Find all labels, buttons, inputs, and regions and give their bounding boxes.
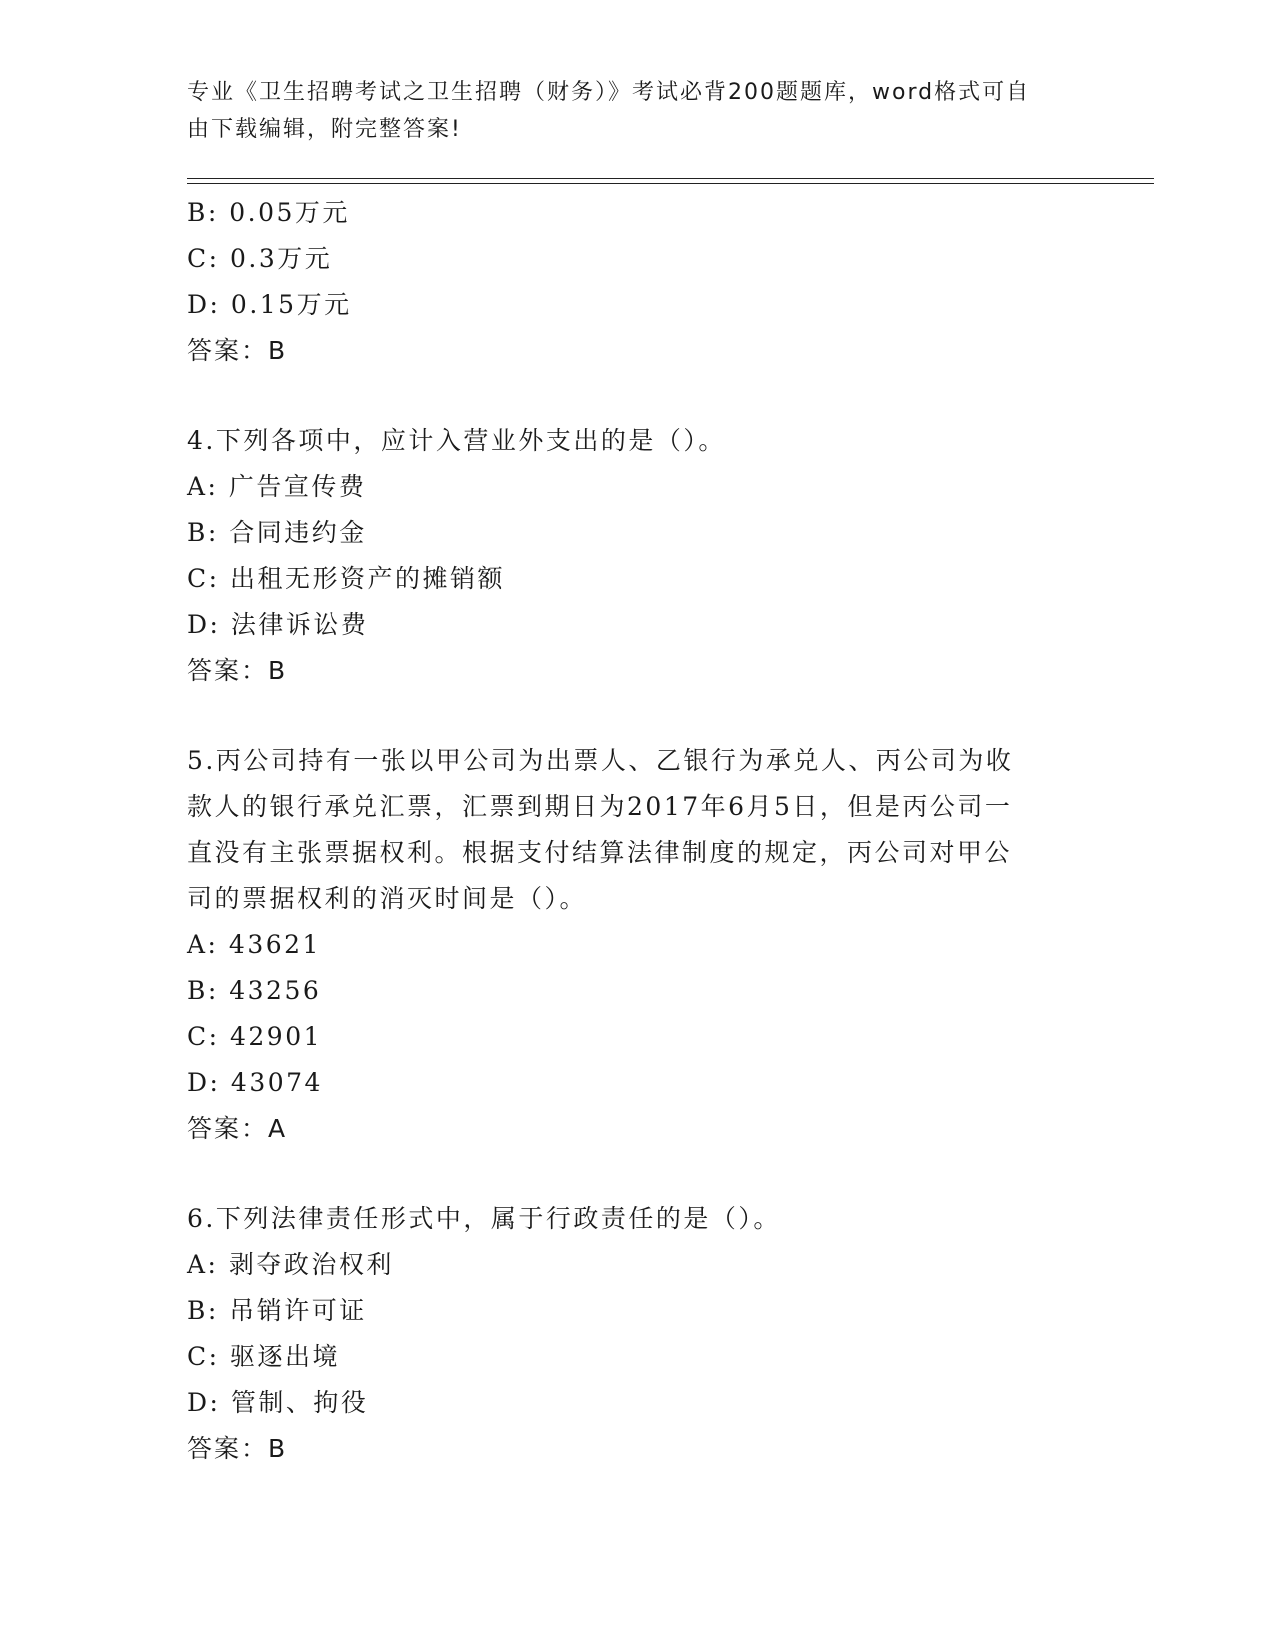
question-text-line-4: 司的票据权利的消灭时间是（）。 [187, 884, 588, 913]
question-4 [187, 418, 1087, 694]
option-c: C: 42901 [187, 1022, 323, 1051]
question-text: 6.下列法律责任形式中，属于行政责任的是（）。 [187, 1204, 781, 1233]
question-3-tail [187, 190, 1087, 374]
answer: 答案：A [187, 1114, 288, 1143]
question-text: 4.下列各项中，应计入营业外支出的是（）。 [187, 426, 726, 455]
option-a: A: 43621 [187, 930, 321, 959]
header-divider-bottom [187, 183, 1154, 184]
document-body [187, 190, 1087, 1472]
header-divider-top [187, 178, 1154, 179]
header-line-1: 专业《卫生招聘考试之卫生招聘（财务）》考试必背200题题库，word格式可自 [187, 80, 1031, 105]
header-line-2: 由下载编辑，附完整答案! [187, 117, 462, 142]
option-d: D: 法律诉讼费 [187, 610, 369, 639]
question-text-line-1: 5.丙公司持有一张以甲公司为出票人、乙银行为承兑人、丙公司为收 [187, 746, 1014, 775]
answer: 答案：B [187, 336, 288, 365]
option-d: D: 0.15万元 [187, 290, 352, 319]
question-text-line-2: 款人的银行承兑汇票，汇票到期日为2017年6月5日，但是丙公司一 [187, 792, 1013, 821]
question-6 [187, 1196, 1087, 1472]
question-5 [187, 738, 1087, 1152]
option-d: D: 43074 [187, 1068, 323, 1097]
option-a: A: 广告宣传费 [187, 472, 367, 501]
question-text-line-3: 直没有主张票据权利。根据支付结算法律制度的规定，丙公司对甲公 [187, 838, 1013, 867]
option-a: A: 剥夺政治权利 [187, 1250, 394, 1279]
option-b: B: 吊销许可证 [187, 1296, 367, 1325]
option-b: B: 0.05万元 [187, 198, 350, 227]
option-c: C: 驱逐出境 [187, 1342, 340, 1371]
answer: 答案：B [187, 656, 288, 685]
option-c: C: 出租无形资产的摊销额 [187, 564, 505, 593]
option-d: D: 管制、拘役 [187, 1388, 369, 1417]
option-c: C: 0.3万元 [187, 244, 333, 273]
option-b: B: 43256 [187, 976, 322, 1005]
answer: 答案：B [187, 1434, 288, 1463]
document-header [187, 74, 1067, 148]
option-b: B: 合同违约金 [187, 518, 367, 547]
